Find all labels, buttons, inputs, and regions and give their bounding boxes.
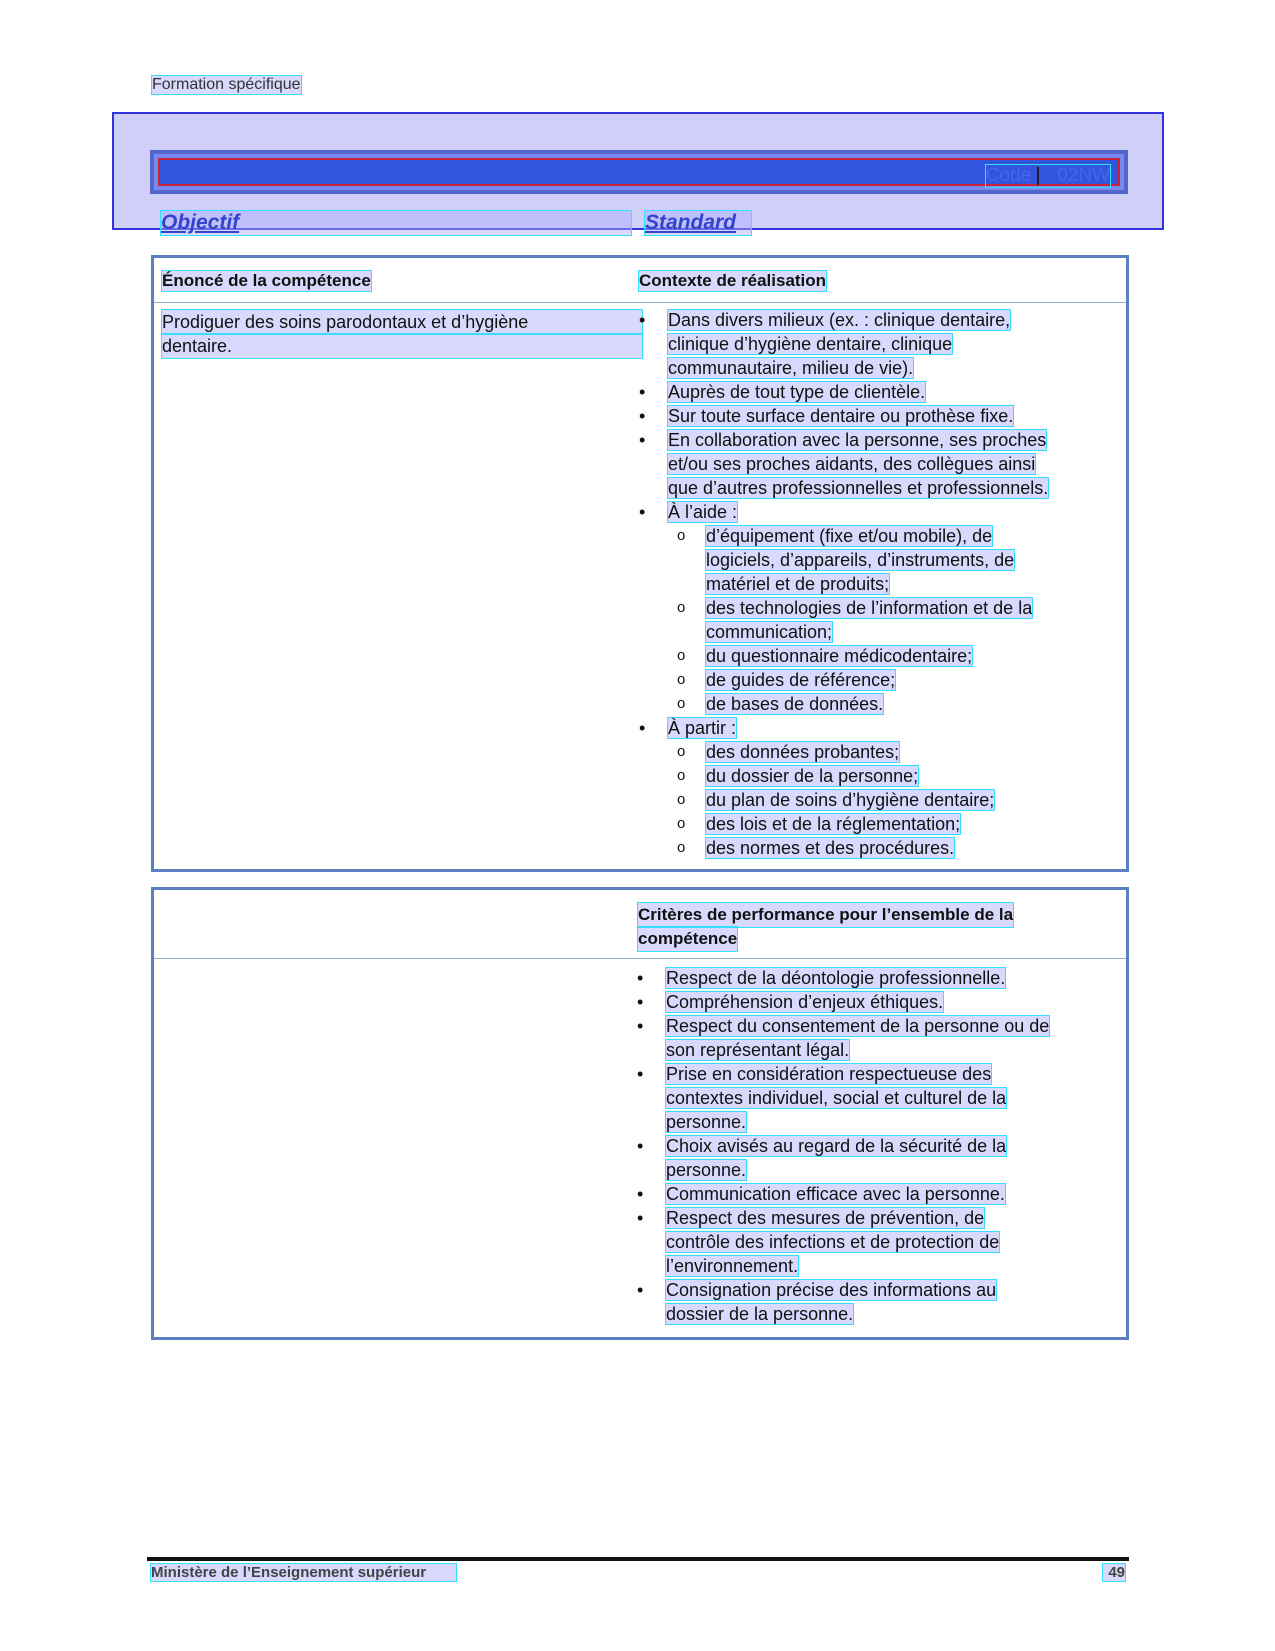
context-list [639,308,1109,860]
list-item-line: À partir : [668,718,737,738]
criterion-item [637,990,1109,1014]
list-item-line: des données probantes; [706,742,900,762]
standard-heading: Standard [645,211,751,235]
list-item-line: Respect des mesures de prévention, de [666,1208,985,1228]
sub-list-item [639,740,1109,764]
list-item-line: Consignation précise des informations au [666,1280,997,1300]
sub-list-item [639,812,1109,836]
sub-list-item [639,836,1109,860]
list-item-line: contrôle des infections et de protection de [666,1232,1000,1252]
list-item-line: personne. [666,1160,747,1180]
sub-list-item [639,668,1109,692]
enonce-column-header: Énoncé de la compétence [162,271,371,290]
footer-rule [147,1557,1129,1561]
list-item-line: des technologies de l’information et de la [706,598,1033,618]
list-item-line: communication; [706,622,833,642]
list-item-line: clinique d’hygiène dentaire, clinique [668,334,953,354]
context-item [639,380,1109,404]
criterion-item [637,1014,1109,1062]
list-item-line: de guides de référence; [706,670,896,690]
context-item [639,428,1109,500]
criterion-item [637,966,1109,990]
list-item-line: matériel et de produits; [706,574,890,594]
list-item-line: l’environnement. [666,1256,799,1276]
context-item [639,308,1109,380]
list-item-line: de bases de données. [706,694,884,714]
sub-list-item [639,524,1109,596]
list-item-line: d’équipement (fixe et/ou mobile), de [706,526,993,546]
list-item-line: Choix avisés au regard de la sécurité de la [666,1136,1007,1156]
sub-list-item [639,788,1109,812]
criterion-item [637,1182,1109,1206]
list-item-line: communautaire, milieu de vie). [668,358,914,378]
criterion-item [637,1278,1109,1326]
table-header-divider [154,958,1126,959]
criterion-item [637,1134,1109,1182]
list-item-line: et/ou ses proches aidants, des collègues ainsi [668,454,1036,474]
competence-statement [162,310,642,358]
list-item-line: des normes et des procédures. [706,838,955,858]
criterion-item [637,1062,1109,1134]
footer-ministry: Ministère de l’Enseignement supérieur [151,1564,456,1581]
list-item-line: Communication efficace avec la personne. [666,1184,1005,1204]
list-item-line: Respect de la déontologie professionnelle. [666,968,1006,988]
list-item-line: Auprès de tout type de clientèle. [668,382,926,402]
sub-list-item [639,644,1109,668]
list-item-line: personne. [666,1112,747,1132]
list-item-line: son représentant légal. [666,1040,850,1060]
list-item-line: Prise en considération respectueuse des [666,1064,992,1084]
list-item-line: du dossier de la personne; [706,766,919,786]
table-header-divider [154,302,1126,303]
competence-context-table [151,255,1129,872]
list-item-line: du questionnaire médicodentaire; [706,646,973,666]
context-item [639,404,1109,428]
criteria-header-line: compétence [638,927,737,951]
list-item-line: À l’aide : [668,502,738,522]
code-label: Code [985,165,1032,186]
sub-list-item [639,692,1109,716]
code-bar [150,150,1128,194]
sub-list-item [639,596,1109,644]
list-item-line: En collaboration avec la personne, ses proches [668,430,1047,450]
list-item-line: des lois et de la réglementation; [706,814,961,834]
list-item-line: Dans divers milieux (ex. : clinique dentaire, [668,310,1011,330]
running-header: Formation spécifique [152,76,301,93]
code-bar-inner [158,158,1120,186]
criteria-header-line: Critères de performance pour l’ensemble de la [638,903,1013,927]
list-item-line: logiciels, d’appareils, d’instruments, de [706,550,1015,570]
criterion-item [637,1206,1109,1278]
performance-criteria-table [151,887,1129,1340]
list-item-line: contextes individuel, social et culturel de la [666,1088,1007,1108]
list-item-line: Sur toute surface dentaire ou prothèse fixe. [668,406,1014,426]
competence-line: Prodiguer des soins parodontaux et d’hygiène [162,310,642,334]
context-item [639,500,1109,524]
page-number: 49 [1103,1564,1125,1581]
list-item-line: que d’autres professionnelles et professionnels. [668,478,1049,498]
code-separator [1037,167,1039,185]
criteria-column-header [638,903,1013,951]
list-item-line: Compréhension d’enjeux éthiques. [666,992,944,1012]
objectif-heading: Objectif [161,211,631,235]
list-item-line: du plan de soins d’hygiène dentaire; [706,790,995,810]
list-item-line: Respect du consentement de la personne ou de [666,1016,1050,1036]
list-item-line: dossier de la personne. [666,1304,854,1324]
code-value: 02NW [1057,165,1110,186]
competence-line: dentaire. [162,334,642,358]
criteria-list [637,966,1109,1326]
contexte-column-header: Contexte de réalisation [639,271,827,290]
context-item [639,716,1109,740]
competency-code [986,165,1110,187]
sub-list-item [639,764,1109,788]
